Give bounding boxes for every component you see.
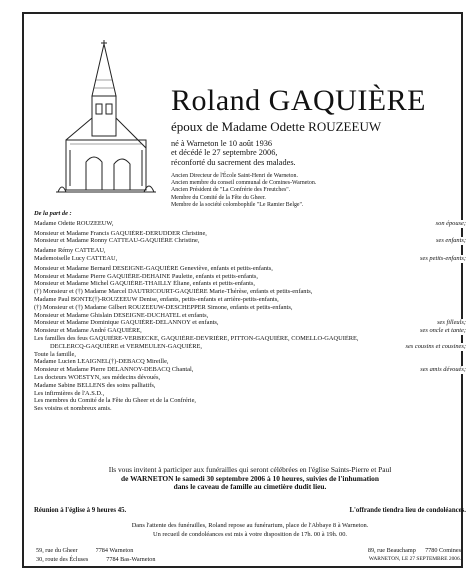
biography <box>171 139 296 167</box>
family-member: Madame Lucien LEAIGNEL(†)-DEBACQ Mireille, <box>34 358 169 366</box>
family-line <box>34 220 466 228</box>
family-line <box>34 374 466 382</box>
role-line: Membre du Comité de la Fête du Gheer. <box>171 194 266 201</box>
family-line <box>34 335 466 343</box>
frame-border-top <box>22 12 463 14</box>
family-line <box>34 312 466 320</box>
family-member: Monsieur et Madame Bernard DESEIGNE-GAQUIÈRE Geneviève, enfants et petits-enfants, <box>34 264 273 272</box>
family-member: Monsieur et Madame Michel GAQUIÈRE-THAILLY Éliane, enfants et petits-enfants, <box>34 280 255 288</box>
address-line <box>36 546 155 555</box>
address-right <box>368 546 461 564</box>
family-member: Monsieur et Madame Francis GAQUIÈRE-DERUDDER Christine, <box>34 229 207 237</box>
family-line <box>34 280 466 288</box>
bio-line: et décédé le 27 septembre 2006, <box>171 148 278 158</box>
family-member: Les familles des feus GAQUIÈRE-VERBECKE, GAQUIÈRE-DEVRIÈRE, PITTON-GAQUIÈRE, COMELLO-GAQUIÈRE, <box>34 334 359 342</box>
family-member: Mademoiselle Lucy CATTEAU, <box>34 254 118 262</box>
family-member: Madame Paul BONTE(†)-ROUZEEUW Denise, enfants, petits-enfants et arrière-petits-enfants, <box>34 295 279 303</box>
family-relation: ses amis dévoués; <box>420 366 466 374</box>
family-header: De la part de : <box>34 210 72 217</box>
funeral-home-info <box>34 522 466 539</box>
family-relation: ses cousins et cousines; <box>405 342 466 350</box>
family-member: (†) Monsieur et (†) Madame Marcel DAUTRICOURT-GAQUIÈRE Marie-Thérèse, enfants et petits-enfants, <box>34 288 313 296</box>
family-line <box>34 304 466 312</box>
family-member: DECLERCQ-GAQUIÈRE et VERMEULEN-GAQUIÈRE, <box>34 342 202 350</box>
family-member: Monsieur et Madame Pierre DELANNOY-DEBACQ Chantal, <box>34 366 194 374</box>
family-relation: ses filleuls; <box>437 319 466 327</box>
family-member: Les docteurs WOESTYN, ses médecins dévoués, <box>34 373 161 381</box>
address-city: 7784 Warneton <box>95 547 134 554</box>
address-city: 7784 Bas-Warneton <box>106 556 156 563</box>
address-street: 30, route des Écluses <box>36 556 89 563</box>
family-relation: ses petits-enfants; <box>420 254 466 262</box>
family-line <box>34 351 466 359</box>
invite-line: Ils vous invitent à participer aux funérailles qui seront célébrées en l'église Saints-Pierre et Paul <box>108 465 392 474</box>
family-line <box>34 397 466 405</box>
family-member: (†) Monsieur et (†) Madame Gilbert ROUZEEUW-DESCHEPPER Simone, enfants et petits-enfants, <box>34 303 293 311</box>
frame-border-bottom <box>22 566 463 568</box>
family-line <box>34 288 466 296</box>
bio-line: réconforté du sacrement des malades. <box>171 157 296 167</box>
invite-line: de WARNETON le samedi 30 septembre 2006 à 10 heures, suivies de l'inhumation <box>121 473 379 483</box>
family-line <box>34 382 466 390</box>
family-member: Les infirmières de l'A.S.D., <box>34 389 105 397</box>
meeting-time: Réunion à l'église à 9 heures 45. <box>34 507 127 514</box>
family-member: Ses voisins et nombreux amis. <box>34 405 112 413</box>
family-member: Toute la famille, <box>34 350 76 358</box>
family-line <box>34 405 466 413</box>
funeral-line: Un recueil de condoléances est mis à votre disposition de 17h. 00 à 19h. 00. <box>153 530 347 538</box>
address-street: 59, rue du Gheer <box>36 547 78 554</box>
role-line: Membre de la société colombophile "Le Ramier Belge". <box>171 201 304 208</box>
family-member: Monsieur et Madame Ronny CATTEAU-GAQUIÈRE Christine, <box>34 237 200 245</box>
family-line <box>34 358 466 366</box>
family-line <box>34 327 466 335</box>
funeral-line: Dans l'attente des funérailles, Roland repose au funérarium, place de l'Abbaye 8 à Warneton. <box>131 522 369 529</box>
family-list <box>34 210 466 413</box>
church-illustration <box>56 40 156 200</box>
family-line <box>34 390 466 398</box>
address-left <box>36 546 155 564</box>
family-member: Monsieur et Madame Pierre GAQUIÈRE-DEHAINE Paulette, enfants et petits-enfants, <box>34 272 258 280</box>
family-relation: ses oncle et tante; <box>420 327 466 335</box>
family-line <box>34 255 466 263</box>
family-line <box>34 247 466 255</box>
address-line <box>36 555 155 564</box>
family-line <box>34 296 466 304</box>
family-line <box>34 343 466 351</box>
family-member: Madame Rémy CATTEAU, <box>34 247 106 255</box>
family-line <box>34 366 466 374</box>
family-member: Monsieur et Madame Ghislain DESEIGNE-DUCHATEL et enfants, <box>34 311 209 319</box>
family-line <box>34 319 466 327</box>
condolences-note: L'offrande tiendra lieu de condoléances. <box>349 507 466 514</box>
deceased-name: Roland GAQUIÈRE <box>171 84 426 117</box>
family-relation: son épouse; <box>435 219 466 227</box>
spouse-line: époux de Madame Odette ROUZEEUW <box>171 119 382 134</box>
address-line: 89, rue Beauchamp 7780 Comines <box>367 547 461 554</box>
role-line: Ancien Président de "La Confrérie des Freutches". <box>171 187 291 194</box>
family-member: Les membres du Comité de la Fête du Gheer et de la Confrérie, <box>34 397 197 405</box>
role-line: Ancien Directeur de l'École Saint-Henri de Warneton. <box>171 173 298 179</box>
invitation <box>34 466 466 492</box>
family-line <box>34 273 466 281</box>
invite-line: dans le caveau de famille au cimetière dudit lieu. <box>173 482 327 492</box>
role-line: Ancien membre du conseil communal de Comines-Warneton. <box>171 180 317 187</box>
family-member: Monsieur et Madame André GAQUIÈRE, <box>34 327 142 335</box>
family-line <box>34 230 466 238</box>
family-lines <box>34 220 466 413</box>
family-relation: ses enfants; <box>436 237 466 245</box>
bio-line: né à Warneton le 10 août 1936 <box>171 139 273 148</box>
date-place-line: WARNETON, LE 27 SEPTEMBRE 2006. <box>368 556 461 562</box>
family-line <box>34 265 466 273</box>
family-member: Monsieur et Madame Dominique GAQUIÈRE-DELANNOY et enfants, <box>34 319 219 327</box>
frame-border-left <box>22 12 24 568</box>
family-member: Madame Odette ROUZEEUW, <box>34 219 114 227</box>
family-line <box>34 237 466 245</box>
roles-list <box>171 173 316 209</box>
family-member: Madame Sabine BELLENS des soins palliatifs, <box>34 381 156 389</box>
